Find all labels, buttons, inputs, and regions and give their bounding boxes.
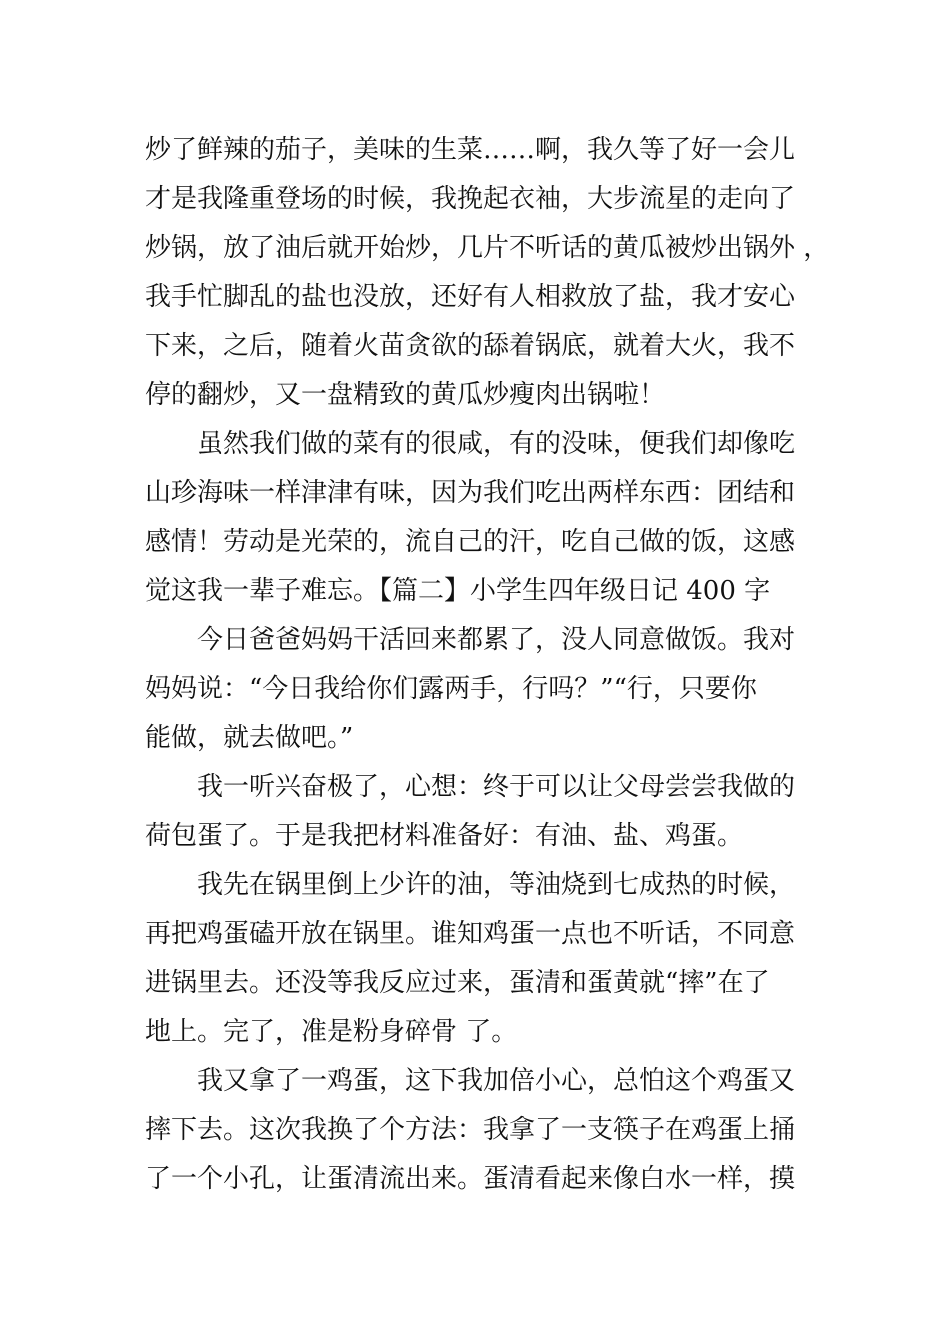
text-line: 了一个小孔，让蛋清流出来。蛋清看起来像白水一样，摸 (145, 1164, 796, 1194)
text-line: 进锅里去。还没等我反应过来，蛋清和蛋黄就“摔”在了 (145, 968, 770, 998)
paragraph-first-line: 我一听兴奋极了，心想：终于可以让父母尝尝我做的 (197, 772, 796, 802)
text-line: 荷包蛋了。于是我把材料准备好：有油、盐、鸡蛋。 (145, 821, 744, 851)
document-body (145, 126, 830, 1204)
text-line: 下来，之后，随着火苗贪欲的舔着锅底，就着大火，我不 (145, 331, 796, 361)
text-line: 地上。完了，准是粉身碎骨 了。 (145, 1017, 518, 1047)
text-line: 摔下去。这次我换了个方法：我拿了一支筷子在鸡蛋上捅 (145, 1115, 796, 1145)
text-line: 才是我隆重登场的时候，我挽起衣袖，大步流星的走向了 (145, 184, 796, 214)
paragraph-first-line: 今日爸爸妈妈干活回来都累了，没人同意做饭。我对 (197, 625, 796, 655)
text-line: 感情！劳动是光荣的，流自己的汗，吃自己做的饭，这感 (145, 527, 796, 557)
paragraph-first-line: 我先在锅里倒上少许的油，等油烧到七成热的时候， (197, 870, 796, 900)
text-line: 炒了鲜辣的茄子，美味的生菜……啊，我久等了好一会儿 (145, 135, 796, 165)
text-line: 觉这我一辈子难忘。【篇二】小学生四年级日记 400 字 (145, 576, 771, 606)
text-line: 山珍海味一样津津有味，因为我们吃出两样东西：团结和 (145, 478, 796, 508)
text-line: 再把鸡蛋磕开放在锅里。谁知鸡蛋一点也不听话，不同意 (145, 919, 796, 949)
paragraph-first-line: 虽然我们做的菜有的很咸，有的没味，便我们却像吃 (197, 429, 796, 459)
text-line: 妈妈说：“今日我给你们露两手，行吗？”“行，只要你 (145, 674, 757, 704)
text-line: 我手忙脚乱的盐也没放，还好有人相救放了盐，我才安心 (145, 282, 796, 312)
paragraph-first-line: 我又拿了一鸡蛋，这下我加倍小心，总怕这个鸡蛋又 (197, 1066, 796, 1096)
text-line: 炒锅，放了油后就开始炒，几片不听话的黄瓜被炒出锅外 ， (145, 233, 830, 263)
text-line: 停的翻炒，又一盘精致的黄瓜炒瘦肉出锅啦！ (145, 380, 666, 410)
text-line: 能做，就去做吧。” (145, 723, 354, 753)
